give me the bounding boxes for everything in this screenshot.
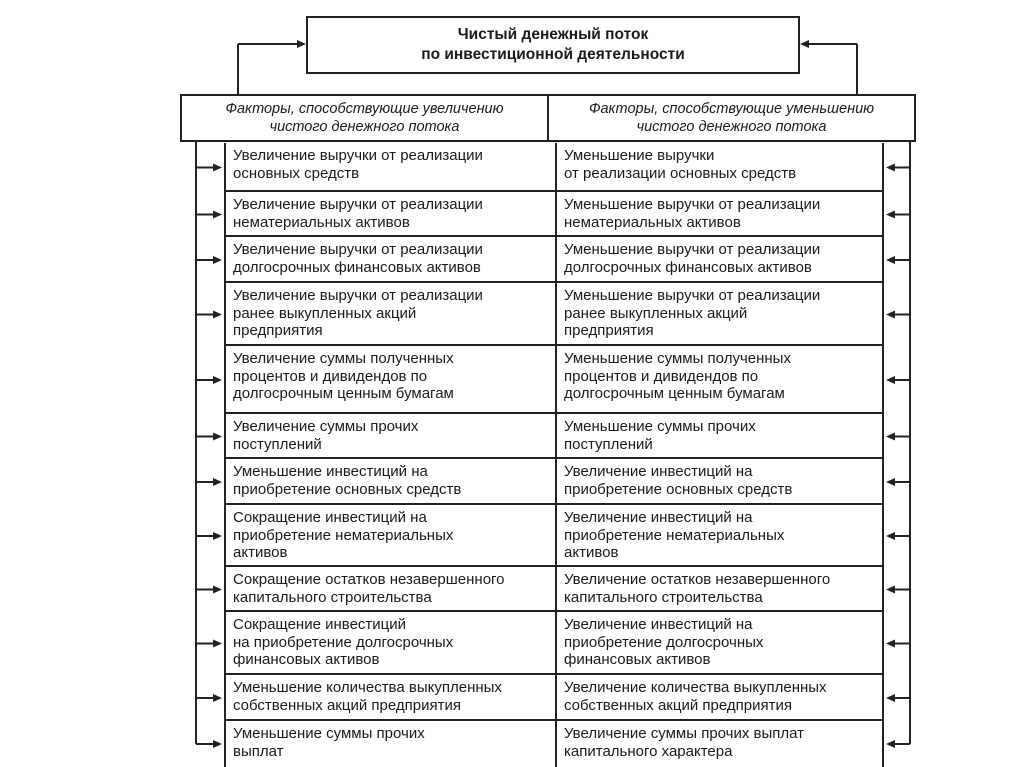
arrowhead (886, 433, 895, 441)
increase-factor-cell: Увеличение выручки от реализации основных средств (226, 143, 557, 190)
arrowhead (886, 211, 895, 219)
arrowhead (213, 311, 222, 319)
arrowhead (213, 740, 222, 748)
decrease-factor-cell: Уменьшение выручки от реализации основных средств (564, 147, 797, 182)
arrowhead (213, 211, 222, 219)
table-row (226, 143, 882, 192)
header-left-line-1: Факторы, способствующие увеличению (225, 101, 504, 117)
header-right-line-1: Факторы, способствующие уменьшению (588, 101, 875, 117)
table-row (226, 414, 882, 459)
decrease-factor-cell: Увеличение инвестиций на приобретение долгосрочных финансовых активов (564, 616, 764, 668)
increase-factor-cell: Сокращение инвестиций на приобретение долгосрочных финансовых активов (226, 612, 557, 673)
increase-factor-cell: Увеличение суммы полученных процентов и дивидендов по долгосрочным ценным бумагам (226, 346, 557, 412)
arrowhead (213, 478, 222, 486)
increase-factor-cell: Увеличение суммы прочих поступлений (226, 414, 557, 457)
diagram-title-box (306, 16, 800, 74)
header-decrease-factors (549, 96, 914, 140)
arrowhead (886, 694, 895, 702)
factors-table (224, 143, 884, 767)
arrowhead (213, 433, 222, 441)
arrowhead (213, 694, 222, 702)
table-row (226, 192, 882, 237)
increase-factor-cell: Сокращение инвестиций на приобретение нематериальных активов (226, 505, 557, 565)
header-right-line-2: чистого денежного потока (636, 119, 827, 135)
decrease-factor-cell: Увеличение остатков незавершенного капитального строительства (564, 571, 831, 606)
table-row (226, 675, 882, 721)
arrowhead (886, 478, 895, 486)
arrowhead (886, 740, 895, 748)
arrowhead (886, 376, 895, 384)
decrease-factor-cell: Уменьшение суммы полученных процентов и дивидендов по долгосрочным ценным бумагам (564, 350, 791, 402)
decrease-factor-cell: Уменьшение суммы прочих поступлений (564, 418, 756, 453)
arrowhead (886, 311, 895, 319)
increase-factor-cell: Увеличение выручки от реализации ранее выкупленных акций предприятия (226, 283, 557, 344)
increase-factor-cell: Уменьшение инвестиций на приобретение основных средств (226, 459, 557, 503)
decrease-factor-cell: Увеличение суммы прочих выплат капитального характера (564, 725, 805, 760)
decrease-factor-cell: Уменьшение выручки от реализации ранее выкупленных акций предприятия (564, 287, 821, 339)
decrease-factor-cell: Уменьшение выручки от реализации долгосрочных финансовых активов (564, 241, 821, 276)
arrowhead (213, 164, 222, 172)
increase-factor-cell: Сокращение остатков незавершенного капитального строительства (226, 567, 557, 610)
arrowhead (886, 640, 895, 648)
decrease-factor-cell: Увеличение инвестиций на приобретение нематериальных активов (564, 509, 785, 561)
table-row (226, 237, 882, 283)
table-row (226, 721, 882, 767)
increase-factor-cell: Уменьшение количества выкупленных собственных акций предприятия (226, 675, 557, 719)
table-row (226, 346, 882, 414)
header-left-line-2: чистого денежного потока (269, 119, 460, 135)
arrowhead (213, 256, 222, 264)
table-row (226, 567, 882, 612)
column-headers (180, 94, 916, 142)
arrowhead (297, 40, 306, 48)
decrease-factor-cell: Уменьшение выручки от реализации нематериальных активов (564, 196, 821, 231)
arrowhead (886, 164, 895, 172)
arrowhead (213, 640, 222, 648)
header-increase-factors (182, 96, 549, 140)
table-row (226, 283, 882, 346)
table-row (226, 612, 882, 675)
table-row (226, 459, 882, 505)
increase-factor-cell: Увеличение выручки от реализации нематериальных активов (226, 192, 557, 235)
arrowhead (886, 256, 895, 264)
arrowhead (800, 40, 809, 48)
arrowhead (213, 376, 222, 384)
arrowhead (886, 586, 895, 594)
arrowhead (886, 532, 895, 540)
arrowhead (213, 532, 222, 540)
decrease-factor-cell: Увеличение инвестиций на приобретение основных средств (564, 463, 793, 498)
arrowhead (213, 586, 222, 594)
decrease-factor-cell: Увеличение количества выкупленных собственных акций предприятия (564, 679, 827, 714)
table-row (226, 505, 882, 567)
title-line-1: Чистый денежный поток (457, 26, 649, 43)
increase-factor-cell: Уменьшение суммы прочих выплат (226, 721, 557, 767)
increase-factor-cell: Увеличение выручки от реализации долгосрочных финансовых активов (226, 237, 557, 281)
title-line-2: по инвестиционной деятельности (421, 46, 685, 63)
